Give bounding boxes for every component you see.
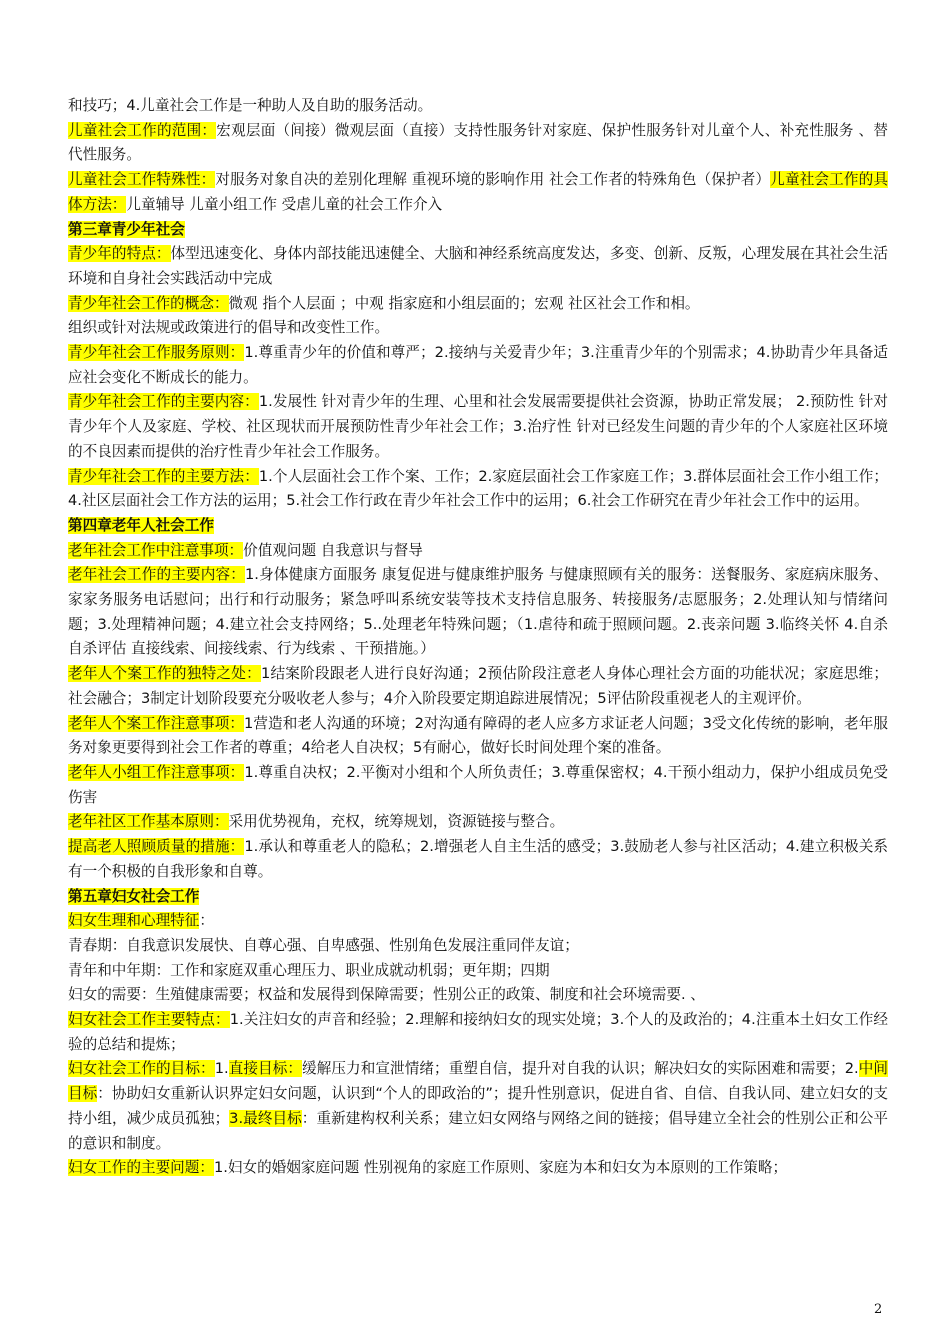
chapter-heading-text: 第三章青少年社会	[68, 220, 185, 238]
paragraph-youth-concept-cont	[68, 316, 888, 341]
chapter-heading-text: 第五章妇女社会工作	[68, 887, 200, 905]
paragraph-elder-group-notes	[68, 761, 888, 810]
paragraph-women-midlife	[68, 959, 888, 984]
paragraph-text: 青年和中年期：工作和家庭双重心理压力、职业成就动机弱；更年期；四期	[68, 961, 550, 979]
chapter-heading	[68, 885, 888, 910]
paragraph-text: 组织或针对法规或政策进行的倡导和改变性工作。	[68, 319, 390, 337]
paragraph-women-goals	[68, 1057, 888, 1156]
highlighted-label: 儿童社会工作的范围：	[68, 121, 217, 139]
highlighted-label: 儿童社会工作特殊性：	[68, 171, 216, 189]
chapter-heading-text: 第四章老年人社会工作	[68, 516, 214, 534]
paragraph-child-special	[68, 168, 888, 217]
highlighted-label: 中间目标	[68, 1060, 888, 1103]
paragraph-women-adolescence	[68, 934, 888, 959]
paragraph-intro-tail	[68, 94, 888, 119]
highlighted-label: 老年人小组工作注意事项：	[68, 763, 245, 781]
paragraph-text: 妇女的需要：生殖健康需要；权益和发展得到保障需要；性别公正的政策、制度和社会环境需要. 、	[68, 986, 705, 1004]
paragraph-text: 微观 指个人层面 ；中观 指家庭和小组层面的；宏观 社区社会工作和相。	[228, 294, 700, 312]
paragraph-youth-traits	[68, 242, 888, 291]
highlighted-label: 青少年社会工作的主要内容：	[68, 393, 259, 411]
page-number: 2	[874, 1302, 883, 1317]
paragraph-text: ：	[199, 912, 214, 930]
paragraph-text: 对服务对象自决的差别化理解 重视环境的影响作用 社会工作者的特殊角色（保护者）	[215, 171, 771, 189]
paragraph-text: ：协助妇女重新认识界定妇女问题，认识到“个人的即政治的”；提升性别意识，促进自省、自信、自我认同、建立妇女的支持小组，减少成员孤独；	[68, 1085, 888, 1127]
highlighted-label: 老年人个案工作注意事项：	[68, 714, 245, 732]
highlighted-label: 老年人个案工作的独特之处：	[68, 665, 261, 683]
paragraph-text: 采用优势视角，充权，统筹规划，资源链接与整合。	[228, 813, 565, 831]
paragraph-elder-care-quality	[68, 835, 888, 884]
paragraph-text: 1.关注妇女的声音和经验；2.理解和接纳妇女的现实处境；3.个人的及政治的；4.注重本土妇女工作经验的总结和提炼；	[68, 1011, 888, 1053]
highlighted-label: 青少年的特点：	[68, 245, 171, 263]
paragraph-text: 和技巧；4.儿童社会工作是一种助人及自助的服务活动。	[68, 97, 433, 114]
highlighted-label: 妇女生理和心理特征	[68, 912, 200, 930]
highlighted-label: 儿童社会工作的具体方法：	[68, 171, 888, 213]
chapter-heading	[68, 218, 888, 243]
paragraph-text: 1结案阶段跟老人进行良好沟通；2预估阶段注意老人身体心理社会方面的功能状况；家庭思维；社会融合；3制定计划阶段要充分吸收老人参与；4介入阶段要定期追踪进展情况；5评估阶段重视老人的主观评价。	[68, 665, 888, 707]
paragraph-text: 1.承认和尊重老人的隐私；2.增强老人自主生活的感受；3.鼓励老人参与社区活动；4.建立积极关系 有一个积极的自我形象和自尊。	[68, 838, 888, 880]
highlighted-label: 提高老人照顾质量的措施：	[68, 838, 245, 856]
highlighted-label: 老年社会工作的主要内容：	[68, 566, 245, 584]
highlighted-label: 青少年社会工作的主要方法：	[68, 467, 259, 485]
paragraph-elder-content	[68, 563, 888, 662]
paragraph-youth-methods	[68, 465, 888, 514]
paragraph-text: 缓解压力和宣泄情绪；重塑自信，提升对自我的认识；解决妇女的实际困难和需要；2.	[302, 1060, 859, 1078]
paragraph-child-scope	[68, 119, 888, 168]
paragraph-women-needs	[68, 983, 888, 1008]
paragraph-youth-content	[68, 390, 888, 464]
paragraph-text: 1.尊重自决权；2.平衡对小组和个人所负责任；3.尊重保密权；4.干预小组动力，保护小组成员免受伤害	[68, 763, 888, 806]
paragraph-text: 儿童辅导 儿童小组工作 受虐儿童的社会工作介入	[126, 195, 443, 213]
highlighted-label: 老年社会工作中注意事项：	[68, 541, 244, 559]
paragraph-elder-case-notes	[68, 712, 888, 761]
highlighted-label: 直接目标：	[228, 1060, 303, 1078]
paragraph-text: 1.发展性 针对青少年的生理、心里和社会发展需要提供社会资源，协助正常发展； 2.预防性 针对青少年个人及家庭、学校、社区现状而开展预防性青少年社会工作；3.治疗性 针对已经发生问题的青少年的个人家庭社区环境的不良因素而提供的治疗性青少年社会工作服务。	[68, 393, 888, 460]
paragraph-text: 青春期：自我意识发展快、自尊心强、自卑感强、性别角色发展注重同伴友谊；	[68, 936, 579, 954]
paragraph-text: 宏观层面（间接）微观层面（直接）支持性服务针对家庭、保护性服务针对儿童个人、补充性服务 、替代性服务。	[68, 121, 888, 164]
paragraph-text: 1.尊重青少年的价值和尊严；2.接纳与关爱青少年；3.注重青少年的个别需求；4.协助青少年具备适应社会变化不断成长的能力。	[68, 344, 888, 386]
paragraph-women-traits	[68, 909, 888, 934]
highlighted-label: 妇女工作的主要问题：	[68, 1159, 214, 1177]
paragraph-text: 体型迅速变化、身体内部技能迅速健全、大脑和神经系统高度发达，多变、创新、反叛，心理发展在其社会生活环境和自身社会实践活动中完成	[68, 245, 888, 287]
paragraph-youth-principles	[68, 341, 888, 390]
paragraph-elder-notes	[68, 539, 888, 564]
highlighted-label: 3.最终目标	[229, 1109, 302, 1127]
chapter-heading	[68, 514, 888, 539]
paragraph-youth-concept	[68, 292, 888, 317]
highlighted-label: 妇女社会工作的目标：	[68, 1060, 215, 1078]
paragraph-elder-case-unique	[68, 662, 888, 711]
paragraph-text: 1.身体健康方面服务 康复促进与健康维护服务 与健康照顾有关的服务：送餐服务、家庭病床服务、家家务服务电话慰问；出行和行动服务；紧急呼叫系统安装等技术支持信息服务、转接服务/志愿服务；2.处理认知与情绪问题；3.处理精神问题；4.建立社会支持网络；5..处理老年特殊问题；（1.虐待和疏于照顾问题。2.丧亲问题 3.临终关怀 4.自杀 自杀评估 直接线索、间接线索、行为线索 、干预措施。）	[68, 566, 888, 658]
highlighted-label: 青少年社会工作的概念：	[68, 294, 229, 312]
paragraph-women-features	[68, 1008, 888, 1057]
highlighted-label: 老年社区工作基本原则：	[68, 813, 229, 831]
paragraph-text: 1.个人层面社会工作个案、工作；2.家庭层面社会工作家庭工作；3.群体层面社会工作小组工作；4.社区层面社会工作方法的运用；5.社会工作行政在青少年社会工作中的运用；6.社会工作研究在青少年社会工作中的运用。	[68, 467, 888, 510]
paragraph-women-issues	[68, 1156, 888, 1181]
paragraph-elder-community	[68, 810, 888, 835]
paragraph-text: 1营造和老人沟通的环境；2对沟通有障碍的老人应多方求证老人问题；3受文化传统的影响，老年服务对象更要得到社会工作者的尊重；4给老人自决权；5有耐心，做好长时间处理个案的准备。	[68, 714, 888, 757]
paragraph-text: 1.妇女的婚姻家庭问题 性别视角的家庭工作原则、家庭为本和妇女为本原则的工作策略；	[213, 1159, 788, 1177]
paragraph-text: ：重新建构权利关系；建立妇女网络与网络之间的链接；倡导建立全社会的性别公正和公平的意识和制度。	[68, 1109, 888, 1152]
highlighted-label: 青少年社会工作服务原则：	[68, 344, 245, 362]
paragraph-text: 1.	[214, 1060, 229, 1078]
highlighted-label: 妇女社会工作主要特点：	[68, 1011, 230, 1029]
page-body	[68, 94, 888, 1181]
paragraph-text: 价值观问题 自我意识与督导	[243, 541, 423, 559]
